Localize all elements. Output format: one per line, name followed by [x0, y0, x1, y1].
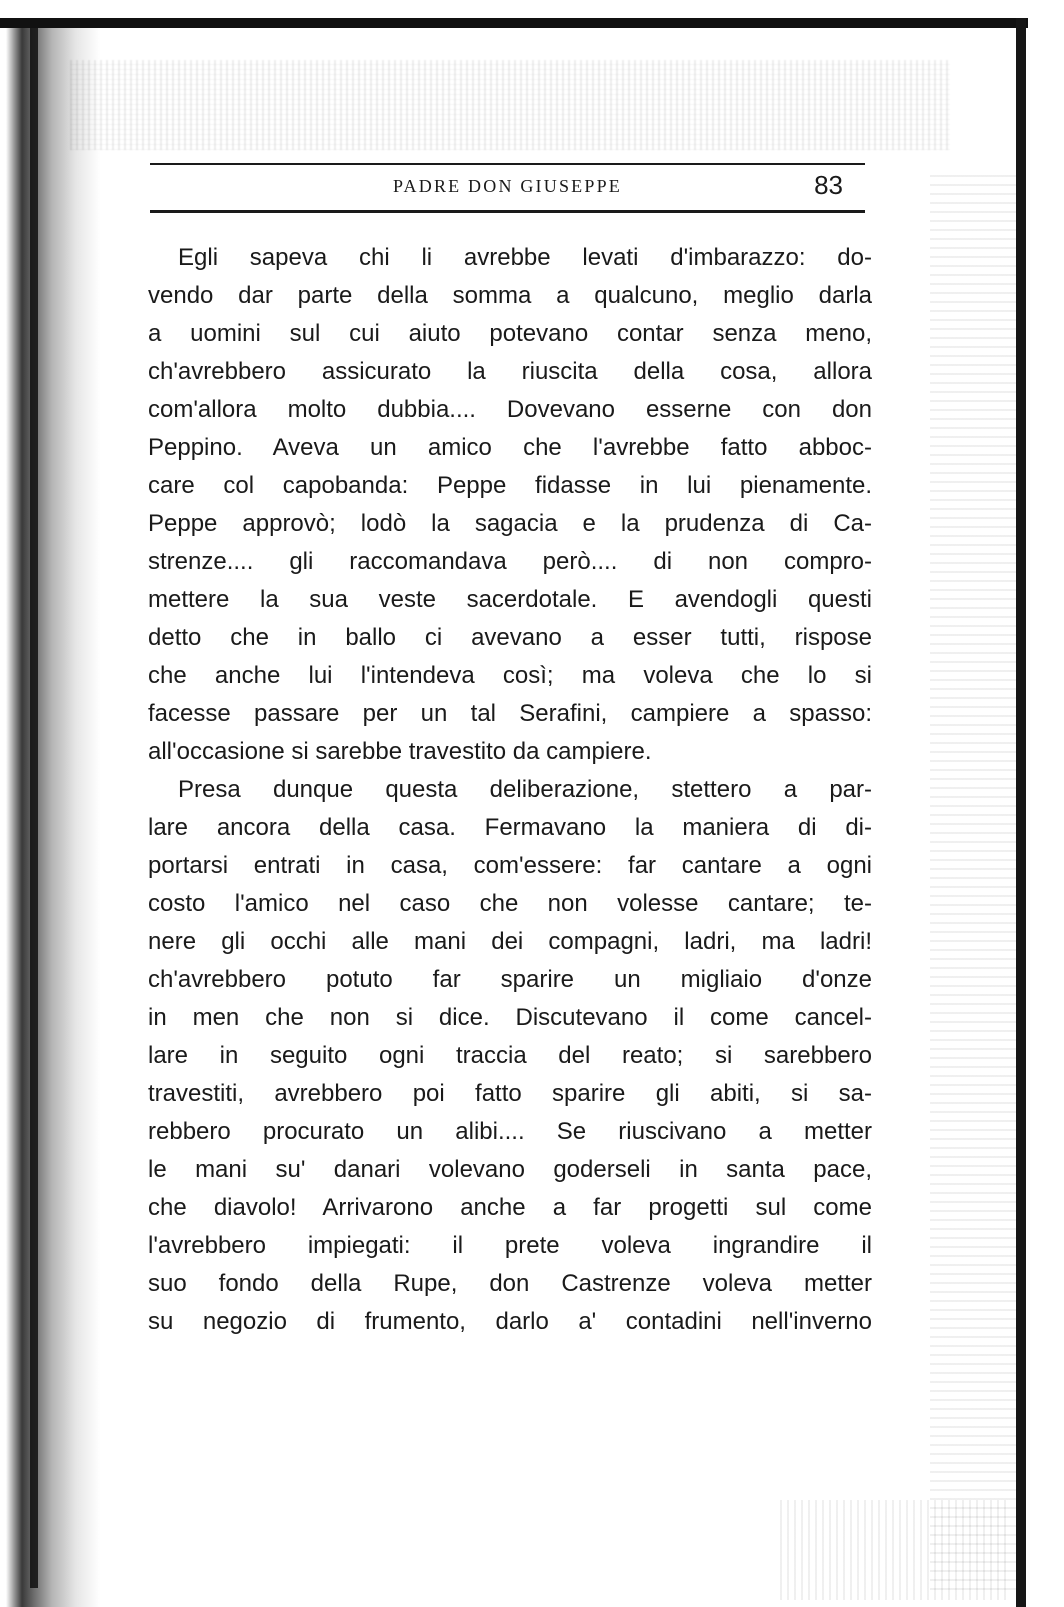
text-line: ch'avrebbero potuto far sparire un migliaio d'onze	[148, 966, 872, 993]
text-line: strenze.... gli raccomandava però.... di non compro-	[148, 548, 872, 575]
header-rule-top	[150, 163, 865, 165]
text-line: Egli sapeva chi li avrebbe levati d'imbarazzo: do-	[178, 244, 872, 271]
text-line: rebbero procurato un alibi.... Se riuscivano a metter	[148, 1118, 872, 1145]
header-rule-bottom	[150, 210, 865, 213]
scan-binding-shadow	[0, 28, 100, 1607]
text-line: ch'avrebbero assicurato la riuscita della cosa, allora	[148, 358, 872, 385]
scan-bleed-through-top	[70, 60, 950, 150]
text-line: mettere la sua veste sacerdotale. E avendogli questi	[148, 586, 872, 613]
text-line: all'occasione si sarebbe travestito da campiere.	[148, 738, 652, 765]
scan-noise-bottom	[780, 1500, 1010, 1600]
text-line: a uomini sul cui aiuto potevano contar senza meno,	[148, 320, 872, 347]
text-line: lare in seguito ogni traccia del reato; si sarebbero	[148, 1042, 872, 1069]
scan-noise-right	[930, 170, 1016, 1590]
text-line: vendo dar parte della somma a qualcuno, meglio darla	[148, 282, 872, 309]
text-line: che diavolo! Arrivarono anche a far progetti sul come	[148, 1194, 872, 1221]
text-line: Peppino. Aveva un amico che l'avrebbe fatto abboc-	[148, 434, 872, 461]
page-number: 83	[814, 170, 843, 200]
text-line: nere gli occhi alle mani dei compagni, ladri, ma ladri!	[148, 928, 872, 955]
text-line: care col capobanda: Peppe fidasse in lui pienamente.	[148, 472, 872, 499]
scan-top-border	[0, 18, 1028, 28]
text-line: Presa dunque questa deliberazione, stettero a par-	[178, 776, 872, 803]
text-line: detto che in ballo ci avevano a esser tutti, rispose	[148, 624, 872, 651]
scan-right-border	[1016, 18, 1026, 1607]
running-title: PADRE DON GIUSEPPE	[393, 176, 622, 196]
running-head	[150, 170, 865, 206]
text-line: l'avrebbero impiegati: il prete voleva ingrandire il	[148, 1232, 872, 1259]
scan-spine-edge	[30, 28, 38, 1588]
text-line: su negozio di frumento, darlo a' contadini nell'inverno	[148, 1308, 872, 1335]
text-line: suo fondo della Rupe, don Castrenze voleva metter	[148, 1270, 872, 1297]
text-line: lare ancora della casa. Fermavano la maniera di di-	[148, 814, 872, 841]
text-line: portarsi entrati in casa, com'essere: far cantare a ogni	[148, 852, 872, 879]
text-line: costo l'amico nel caso che non volesse cantare; te-	[148, 890, 872, 917]
text-line: travestiti, avrebbero poi fatto sparire gli abiti, si sa-	[148, 1080, 872, 1107]
text-line: facesse passare per un tal Serafini, campiere a spasso:	[148, 700, 872, 727]
text-line: che anche lui l'intendeva così; ma voleva che lo si	[148, 662, 872, 689]
text-line: le mani su' danari volevano goderseli in santa pace,	[148, 1156, 872, 1183]
text-line: in men che non si dice. Discutevano il come cancel-	[148, 1004, 872, 1031]
text-line: com'allora molto dubbia.... Dovevano esserne con don	[148, 396, 872, 423]
text-line: Peppe approvò; lodò la sagacia e la prudenza di Ca-	[148, 510, 872, 537]
